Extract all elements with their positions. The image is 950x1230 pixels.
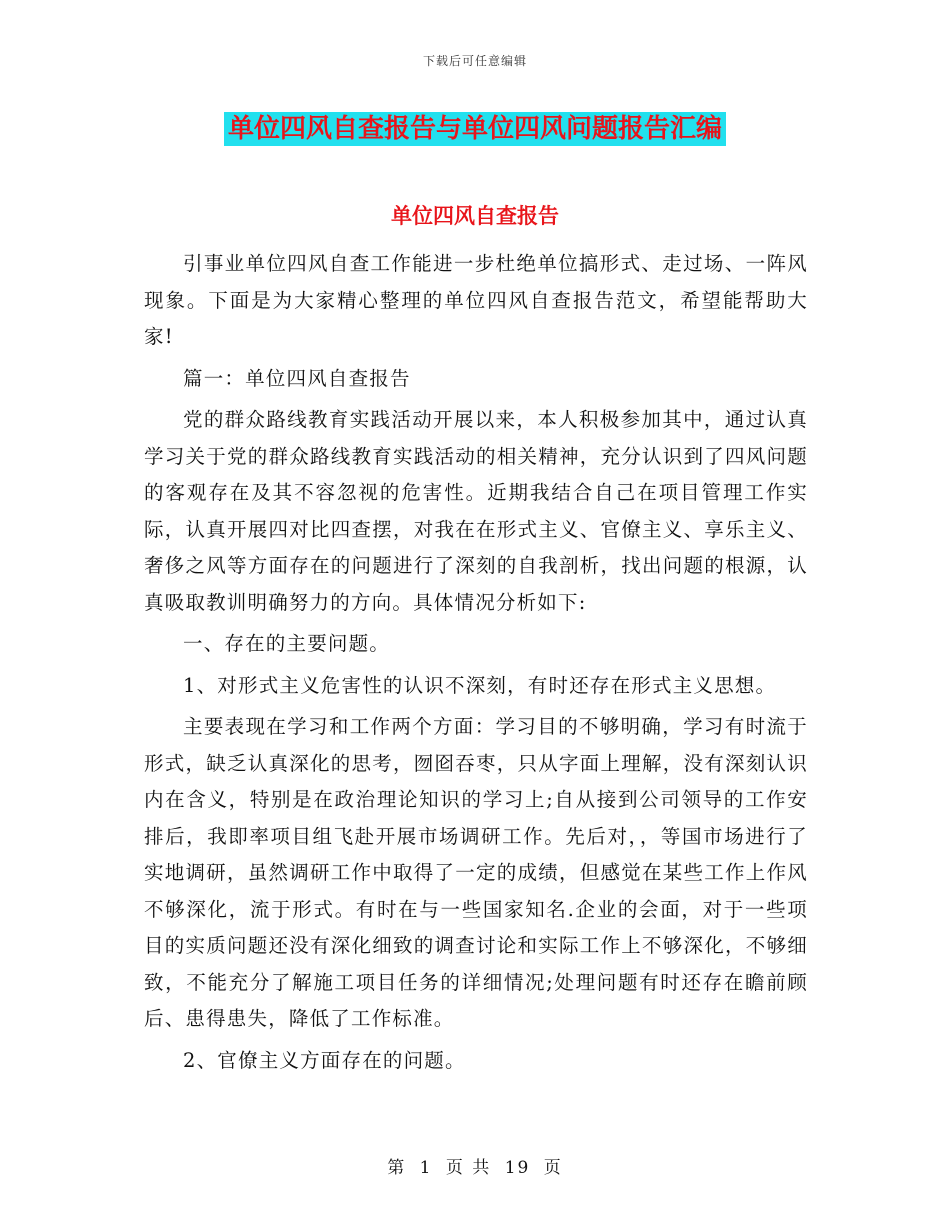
total-pages: 19 — [504, 1158, 531, 1178]
intro-paragraph: 引事业单位四风自查工作能进一步杜绝单位搞形式、走过场、一阵风现象。下面是为大家精心整理的单位四风自查报告范文，希望能帮助大家! — [144, 252, 808, 348]
body-paragraph: 党的群众路线教育实践活动开展以来，本人积极参加其中，通过认真学习关于党的群众路线教育实践活动的相关精神，充分认识到了四风问题的客观存在及其不容忽视的危害性。近期我结合自己在项目管理工作实际，认真开展四对比四查摆，对我在在形式主义、官僚主义、享乐主义、奢侈之风等方面存在的问题进行了深刻的自我剖析，找出问题的根源，认真吸取教训明确努力的方向。具体情况分析如下: — [144, 408, 808, 614]
document-body — [144, 246, 808, 1079]
chapter-heading: 篇一：单位四风自查报告 — [183, 366, 411, 390]
subsection-heading: 2、官僚主义方面存在的问题。 — [183, 1048, 466, 1072]
body-paragraph: 主要表现在学习和工作两个方面：学习目的不够明确，学习有时流于形式，缺乏认真深化的思考，囫囵吞枣，只从字面上理解，没有深刻认识内在含义，特别是在政治理论知识的学习上;自从接到公司领导的工作安排后，我即率项目组飞赴开展市场调研工作。先后对，，等国市场进行了实地调研，虽然调研工作中取得了一定的成绩，但感觉在某些工作上作风不够深化，流于形式。有时在与一些国家知名.企业的会面，对于一些项目的实质问题还没有深化细致的调查讨论和实际工作上不够深化，不够细致，不能充分了解施工项目任务的详细情况;处理问题有时还存在瞻前顾后、患得患失，降低了工作标准。 — [144, 715, 808, 1030]
footer-prefix: 第 — [387, 1158, 407, 1178]
page-footer — [0, 1153, 950, 1178]
subsection-heading: 1、对形式主义危害性的认识不深刻，有时还存在形式主义思想。 — [183, 673, 777, 697]
footer-suffix: 页 — [543, 1158, 563, 1178]
section-heading: 一、存在的主要问题。 — [183, 632, 391, 655]
main-title-container — [0, 112, 950, 146]
header-note: 下载后可任意编辑 — [422, 54, 527, 68]
document-title: 单位四风自查报告与单位四风问题报告汇编 — [224, 112, 726, 146]
page-number: 1 — [419, 1158, 433, 1178]
section-title: 单位四风自查报告 — [391, 204, 559, 228]
footer-middle: 页 共 — [445, 1158, 492, 1178]
